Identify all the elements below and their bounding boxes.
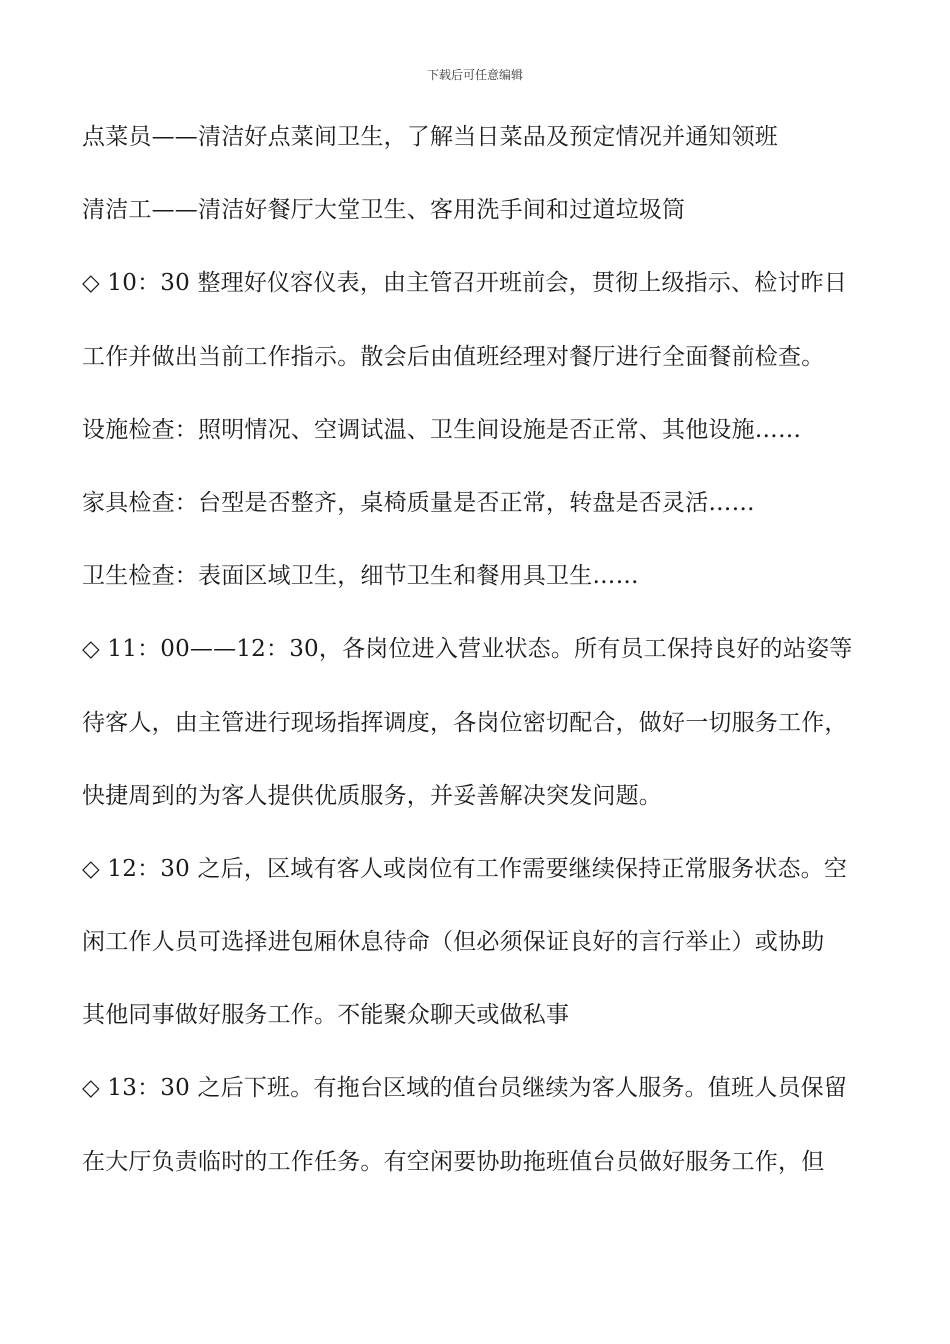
text-line: 设施检查：照明情况、空调试温、卫生间设施是否正常、其他设施…… xyxy=(82,416,802,443)
text-line: 待客人，由主管进行现场指挥调度，各岗位密切配合，做好一切服务工作， xyxy=(82,709,848,736)
text-line: 在大厅负责临时的工作任务。有空闲要协助拖班值台员做好服务工作，但 xyxy=(82,1148,825,1175)
text-line: 工作并做出当前工作指示。散会后由值班经理对餐厅进行全面餐前检查。 xyxy=(82,343,825,370)
text-line: 快捷周到的为客人提供优质服务，并妥善解决突发问题。 xyxy=(82,782,662,809)
text-line: ◇ 11：00——12：30，各岗位进入营业状态。所有员工保持良好的站姿等 xyxy=(82,636,853,663)
text-line: 点菜员——清洁好点菜间卫生，了解当日菜品及预定情况并通知领班 xyxy=(82,124,778,150)
text-line: ◇ 13：30 之后下班。有拖台区域的值台员继续为客人服务。值班人员保留 xyxy=(82,1075,848,1102)
text-line: ◇ 10：30 整理好仪容仪表，由主管召开班前会，贯彻上级指示、检讨昨日 xyxy=(82,270,848,297)
text-line: 闲工作人员可选择进包厢休息待命（但必须保证良好的言行举止）或协助 xyxy=(82,929,825,956)
text-line: ◇ 12：30 之后，区域有客人或岗位有工作需要继续保持正常服务状态。空 xyxy=(82,855,848,882)
text-line: 其他同事做好服务工作。不能聚众聊天或做私事 xyxy=(82,1002,570,1029)
header-note: 下载后可任意编辑 xyxy=(426,68,523,82)
document-body xyxy=(82,112,892,1210)
text-line: 家具检查：台型是否整齐，桌椅质量是否正常，转盘是否灵活…… xyxy=(82,489,755,516)
text-line: 卫生检查：表面区域卫生，细节卫生和餐用具卫生…… xyxy=(82,563,639,590)
text-line: 清洁工——清洁好餐厅大堂卫生、客用洗手间和过道垃圾筒 xyxy=(82,197,686,224)
